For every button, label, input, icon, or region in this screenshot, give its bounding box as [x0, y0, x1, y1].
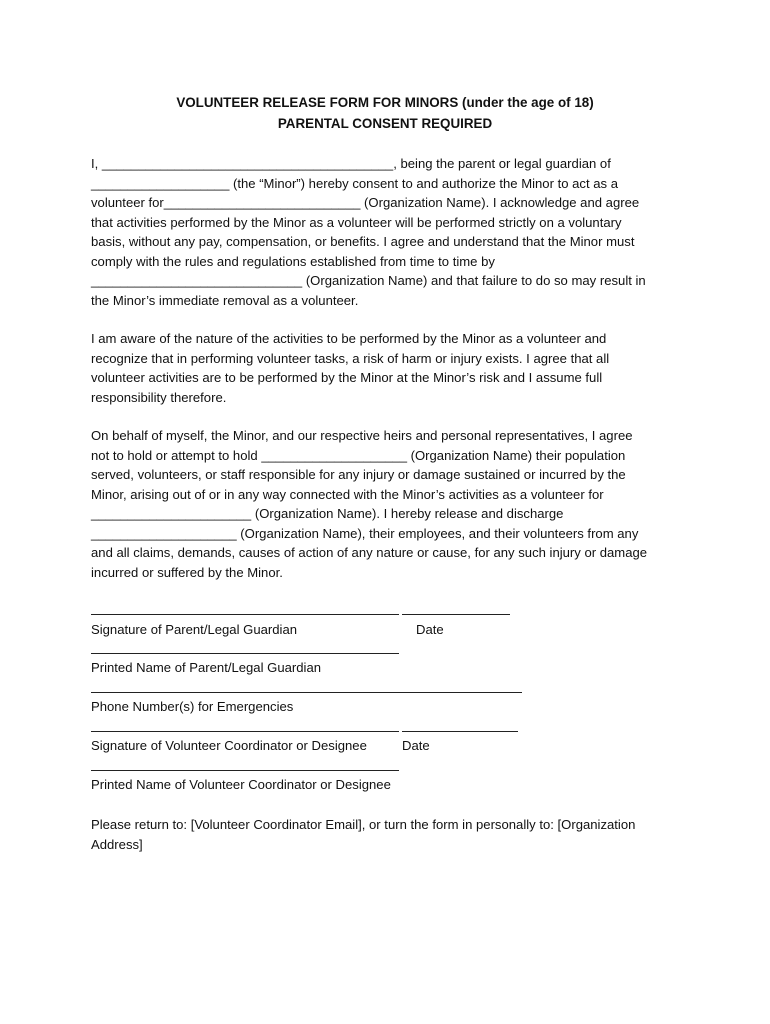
parent-printed-name-line[interactable] — [91, 653, 399, 654]
coordinator-signature-label: Signature of Volunteer Coordinator or Designee — [91, 738, 367, 753]
coordinator-printed-name-label: Printed Name of Volunteer Coordinator or Designee — [91, 777, 391, 792]
parent-date-line[interactable] — [402, 614, 510, 615]
coordinator-printed-name-line[interactable] — [91, 770, 399, 771]
consent-paragraph: I, ________________________________________, being the parent or legal guardian of ___________________ (the “Minor”) hereby consent to and authorize the Minor to act as a volunteer for___________________________ (Organization Name). I acknowledge and agree that activities performed by the Minor as a volunteer will be performed strictly on a voluntary basis, without any pay, compensation, or benefits. I agree and understand that the Minor must comply with the rules and regulations established from time to time by _____________________________ (Organization Name) and that failure to do so may result in the Minor’s immediate removal as a volunteer. — [91, 156, 646, 308]
risk-acknowledgement-paragraph: I am aware of the nature of the activities to be performed by the Minor as a volunteer and recognize that in performing volunteer tasks, a risk of harm or injury exists. I agree that all volunteer activities are to be performed by the Minor at the Minor’s risk and I assume full responsibility therefore. — [91, 331, 610, 405]
coordinator-date-label: Date — [402, 738, 430, 753]
parent-signature-line[interactable] — [91, 614, 399, 615]
release-paragraph: On behalf of myself, the Minor, and our respective heirs and personal representatives, I agree not to hold or attempt to hold ____________________ (Organization Name) their population served, volunteers, or staff responsible for any injury or damage sustained or incurred by the Minor, arising out of or in any way connected with the Minor’s activities as a volunteer for ______________________ (Organization Name). I hereby release and discharge ____________________ (Organization Name), their employees, and their volunteers from any and all claims, demands, causes of action of any nature or cause, for any such injury or damage incurred or suffered by the Minor. — [91, 428, 648, 580]
parent-date-label: Date — [416, 622, 444, 637]
phone-numbers-label: Phone Number(s) for Emergencies — [91, 699, 294, 714]
return-instructions: Please return to: [Volunteer Coordinator Email], or turn the form in personally to: [Organization Address] — [91, 817, 636, 852]
phone-numbers-line[interactable] — [91, 692, 522, 693]
parent-signature-label: Signature of Parent/Legal Guardian — [91, 622, 298, 637]
form-title: VOLUNTEER RELEASE FORM FOR MINORS (under the age of 18) — [176, 95, 594, 110]
coordinator-signature-line[interactable] — [91, 731, 399, 732]
coordinator-date-line[interactable] — [402, 731, 518, 732]
form-subtitle: PARENTAL CONSENT REQUIRED — [277, 116, 493, 131]
parent-printed-name-label: Printed Name of Parent/Legal Guardian — [91, 660, 322, 675]
